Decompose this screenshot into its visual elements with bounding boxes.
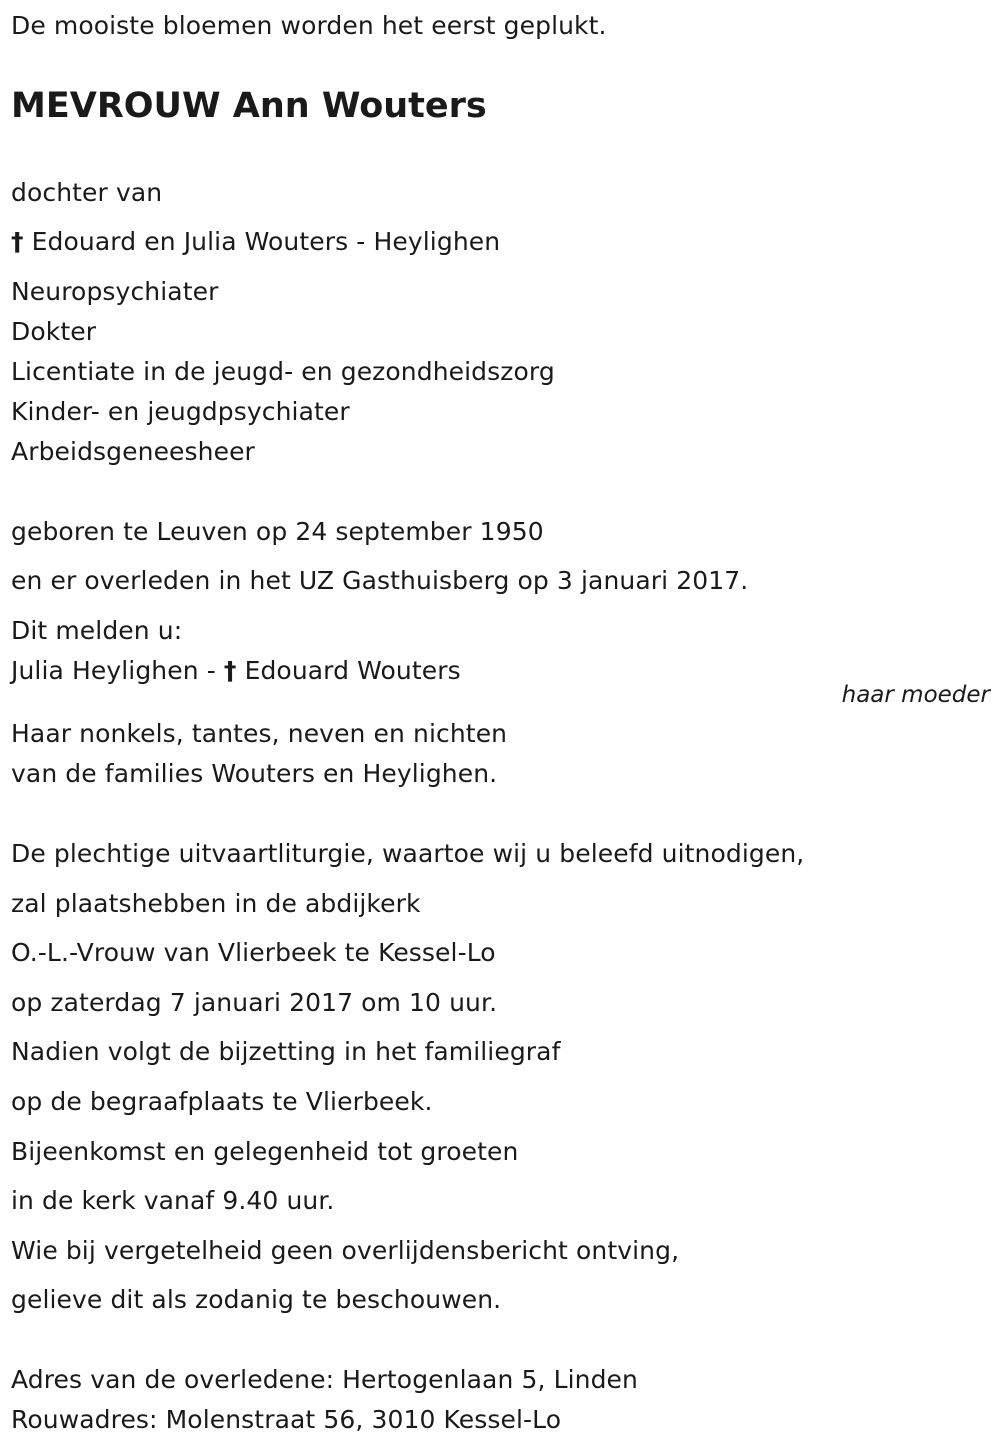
announcer-partner: Edouard Wouters xyxy=(244,656,461,685)
ceremony-line: Bijeenkomst en gelegenheid tot groeten xyxy=(11,1137,519,1166)
parents-line xyxy=(11,226,500,258)
ceremony-line: O.-L.-Vrouw van Vlierbeek te Kessel-Lo xyxy=(11,938,496,967)
motto: De mooiste bloemen worden het eerst geplukt. xyxy=(11,11,607,40)
title-item: Dokter xyxy=(11,317,97,346)
title-item: Kinder- en jeugdpsychiater xyxy=(11,397,350,426)
title-item: Arbeidsgeneesheer xyxy=(11,437,255,466)
deceased-address: Adres van de overledene: Hertogenlaan 5, Linden xyxy=(11,1365,638,1394)
death-line: en er overleden in het UZ Gasthuisberg op 3 januari 2017. xyxy=(11,566,749,595)
deceased-name: MEVROUW Ann Wouters xyxy=(11,86,487,126)
announcers-intro: Dit melden u: xyxy=(11,616,183,645)
birth-line: geboren te Leuven op 24 september 1950 xyxy=(11,517,544,546)
ceremony-line: op zaterdag 7 januari 2017 om 10 uur. xyxy=(11,988,498,1017)
ceremony-line: in de kerk vanaf 9.40 uur. xyxy=(11,1186,335,1215)
ceremony-line: De plechtige uitvaartliturgie, waartoe wij u beleefd uitnodigen, xyxy=(11,839,805,868)
ceremony-line: Wie bij vergetelheid geen overlijdensbericht ontving, xyxy=(11,1236,680,1265)
ceremony-line: op de begraafplaats te Vlierbeek. xyxy=(11,1087,433,1116)
ceremony-line: gelieve dit als zodanig te beschouwen. xyxy=(11,1285,502,1314)
cross-icon: † xyxy=(11,227,24,256)
mourning-address: Rouwadres: Molenstraat 56, 3010 Kessel-Lo xyxy=(11,1405,562,1434)
ceremony-line: zal plaatshebben in de abdijkerk xyxy=(11,889,421,918)
daughter-of-label: dochter van xyxy=(11,178,163,207)
announcer-line xyxy=(11,655,461,687)
parents-names: Edouard en Julia Wouters - Heylighen xyxy=(31,227,501,256)
family-line: Haar nonkels, tantes, neven en nichten xyxy=(11,719,508,748)
title-item: Neuropsychiater xyxy=(11,277,219,306)
family-line: van de families Wouters en Heylighen. xyxy=(11,759,498,788)
cross-icon: † xyxy=(223,656,237,685)
announcer-name: Julia Heylighen - xyxy=(11,656,224,685)
announcer-relation: haar moeder xyxy=(841,682,990,708)
ceremony-line: Nadien volgt de bijzetting in het familiegraf xyxy=(11,1037,561,1066)
title-item: Licentiate in de jeugd- en gezondheidszorg xyxy=(11,357,555,386)
